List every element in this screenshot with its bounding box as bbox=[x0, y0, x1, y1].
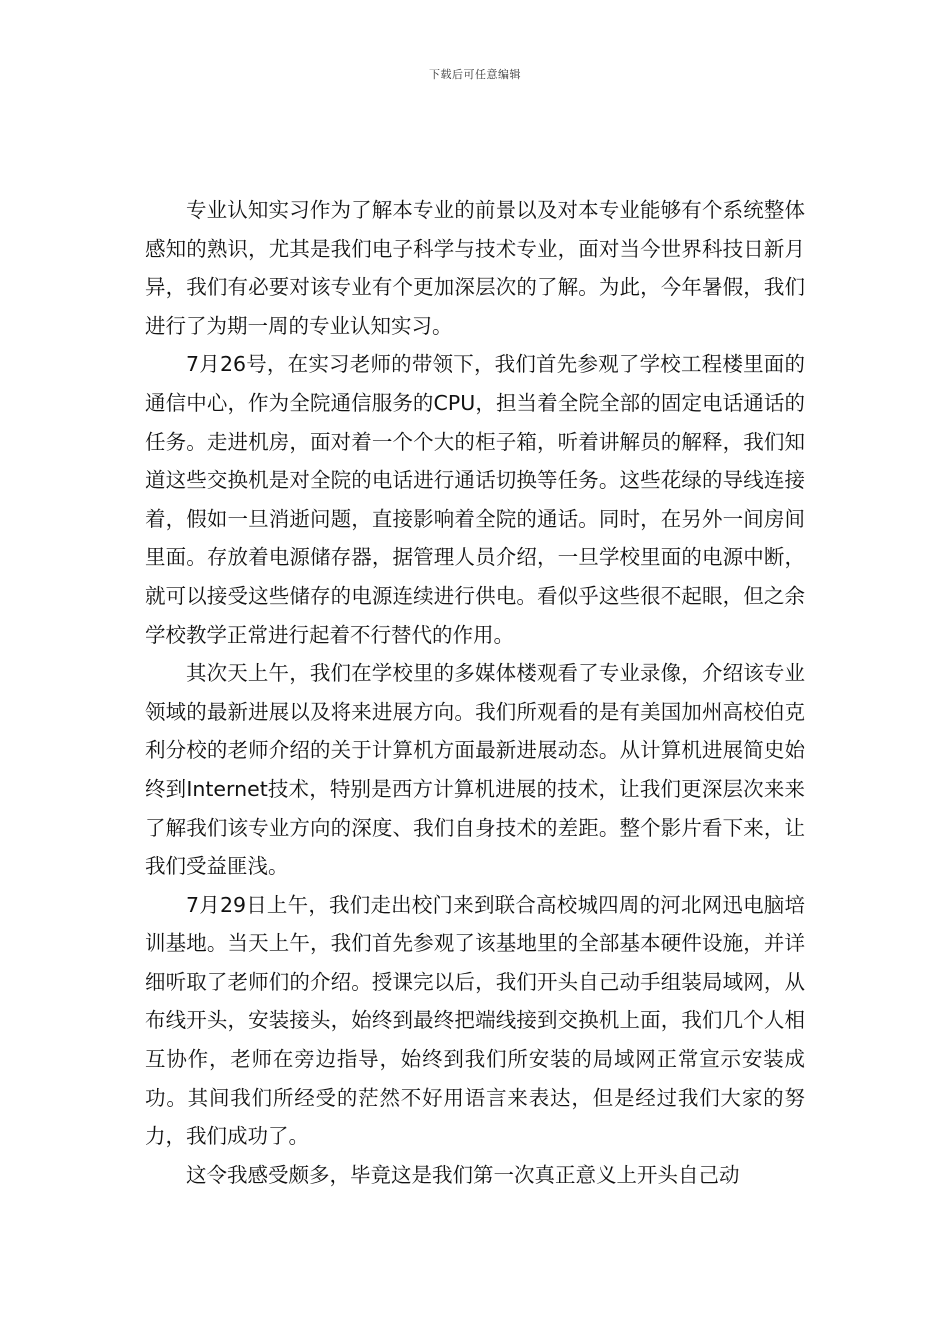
paragraph: 专业认知实习作为了解本专业的前景以及对本专业能够有个系统整体感知的熟识，尤其是我们电子科学与技术专业，面对当今世界科技日新月异，我们有必要对该专业有个更加深层次的了解。为此，今年暑假，我们进行了为期一周的专业认知实习。 bbox=[145, 198, 805, 338]
paragraph: 7月26号，在实习老师的带领下，我们首先参观了学校工程楼里面的通信中心，作为全院通信服务的CPU，担当着全院全部的固定电话通话的任务。走进机房，面对着一个个大的柜子箱，听着讲解员的解释，我们知道这些交换机是对全院的电话进行通话切换等任务。这些花绿的导线连接着，假如一旦消逝问题，直接影响着全院的通话。同时，在另外一间房间里面。存放着电源储存器，据管理人员介绍，一旦学校里面的电源中断，就可以接受这些储存的电源连续进行供电。看似乎这些很不起眼，但之余学校教学正常进行起着不行替代的作用。 bbox=[145, 352, 805, 647]
paragraph: 7月29日上午，我们走出校门来到联合高校城四周的河北网迅电脑培训基地。当天上午，我们首先参观了该基地里的全部基本硬件设施，并详细听取了老师们的介绍。授课完以后，我们开头自己动手组装局域网，从布线开头，安装接头，始终到最终把端线接到交换机上面，我们几个人相互协作，老师在旁边指导，始终到我们所安装的局域网正常宣示安装成功。其间我们所经受的茫然不好用语言来表达，但是经过我们大家的努力，我们成功了。 bbox=[145, 892, 805, 1149]
paragraph: 其次天上午，我们在学校里的多媒体楼观看了专业录像，介绍该专业领域的最新进展以及将来进展方向。我们所观看的是有美国加州高校伯克利分校的老师介绍的关于计算机方面最新进展动态。从计算机进展简史始终到Internet技术，特别是西方计算机进展的技术，让我们更深层次来来了解我们该专业方向的深度、我们自身技术的差距。整个影片看下来，让我们受益匪浅。 bbox=[145, 661, 805, 879]
paragraph: 这令我感受颇多，毕竟这是我们第一次真正意义上开头自己动 bbox=[186, 1162, 740, 1187]
document-body bbox=[145, 191, 805, 1194]
header-note: 下载后可任意编辑 bbox=[429, 68, 521, 81]
